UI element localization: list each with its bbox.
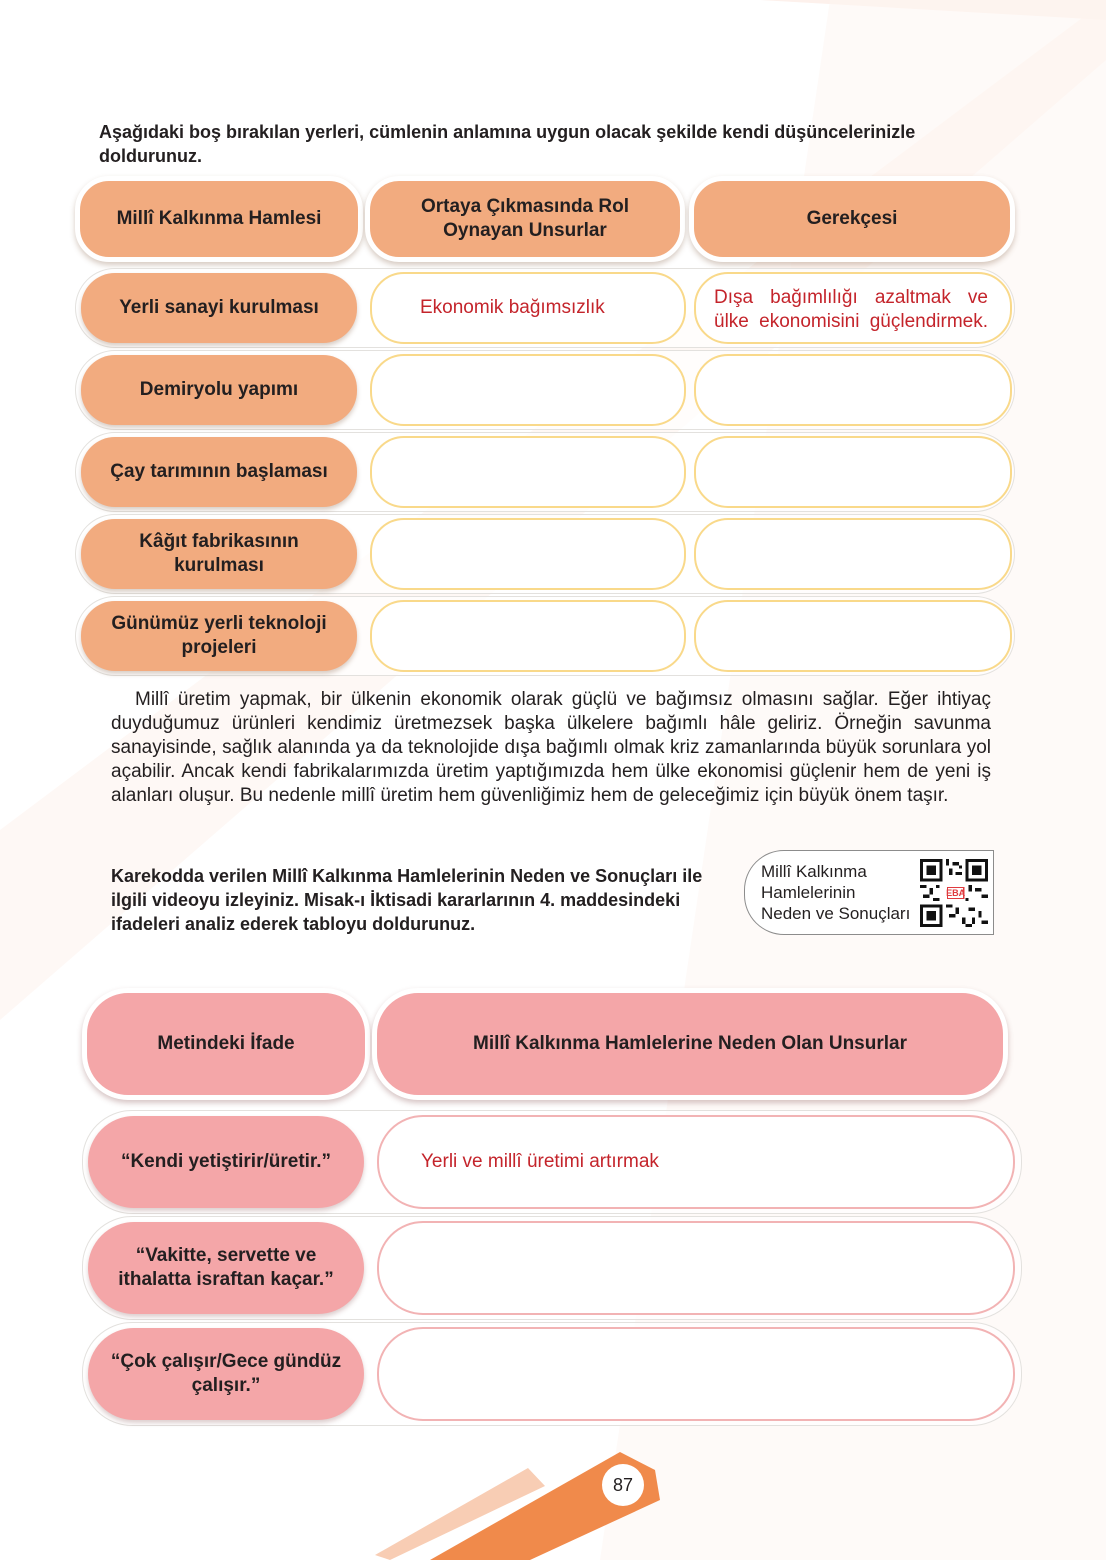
table2-header-unsurlar	[372, 988, 1008, 1100]
row-label-pill	[81, 601, 357, 671]
header-label: Gerekçesi	[806, 208, 898, 229]
reason-cell[interactable]	[694, 600, 1012, 672]
row-label-pill	[81, 355, 357, 425]
reason-cell[interactable]	[694, 354, 1012, 426]
row-label: Kâğıt fabrikasının kurulması	[139, 531, 299, 576]
table1-row	[75, 596, 1015, 676]
row-label-pill	[81, 519, 357, 589]
row-label-pill	[81, 437, 357, 507]
qr-card-text	[761, 861, 926, 924]
qr-card-line: Neden ve Sonuçları	[761, 904, 911, 923]
table1-header-row	[75, 176, 1015, 264]
reason-cell[interactable]	[694, 518, 1012, 590]
qr-card-line: Millî Kalkınma	[761, 862, 867, 881]
qr-card-line: Hamlelerinin	[761, 883, 856, 902]
table2-row	[82, 1322, 1022, 1426]
answer-cell[interactable]	[377, 1115, 1015, 1209]
role-cell[interactable]	[370, 272, 686, 344]
row-label: “Çok çalışır/Gece gündüz çalışır.”	[110, 1351, 342, 1396]
header-label: Millî Kalkınma Hamlesi	[116, 208, 322, 229]
row-label: “Vakitte, servette ve ithalatta israftan kaçar.”	[118, 1245, 334, 1290]
table1-row	[75, 350, 1015, 430]
table2-row	[82, 1216, 1022, 1320]
row-label: Yerli sanayi kurulması	[119, 297, 319, 318]
header-label: Ortaya Çıkmasında Rol Oynayan Unsurlar	[420, 196, 630, 241]
table1-row	[75, 432, 1015, 512]
table1-row	[75, 268, 1015, 348]
role-cell[interactable]	[370, 600, 686, 672]
row-label-pill	[88, 1116, 364, 1208]
reason-cell[interactable]	[694, 272, 1012, 344]
qr-card[interactable]	[744, 850, 994, 935]
row-label: Demiryolu yapımı	[139, 379, 299, 400]
answer-cell[interactable]	[377, 1221, 1015, 1315]
row-label: Günümüz yerli teknoloji projeleri	[111, 613, 327, 658]
instruction-text: Aşağıdaki boş bırakılan yerleri, cümlenin anlamına uygun olacak şekilde kendi düşüncelerinizle doldurunuz.	[99, 122, 916, 166]
reason-answer: Dışa bağımlılığı azaltmak ve ülke ekonomisini güçlendirmek.	[714, 287, 988, 332]
role-cell[interactable]	[370, 354, 686, 426]
reason-cell[interactable]	[694, 436, 1012, 508]
page-number: 87	[602, 1464, 644, 1506]
table2-header-ifade	[82, 988, 370, 1100]
table2-row	[82, 1110, 1022, 1214]
row-label: “Kendi yetiştirir/üretir.”	[120, 1151, 332, 1172]
body-paragraph: Millî üretim yapmak, bir ülkenin ekonomik olarak güçlü ve bağımsız olmasını sağlar. Eğer ihtiyaç duyduğumuz ürünleri kendimiz üretmezsek başka ülkelere bağımlı hâle geliriz. Örneğin savunma sanayisinde, sağlık alanında ya da teknolojide dışa bağımlı olmak kriz zamanlarında büyük sorunlara yol açabilir. Ancak kendi fabrikalarımızda üretim yaptığımızda hem ülke ekonomisi güçlenir hem de yeni iş alanları oluşur. Bu nedenle millî üretim hem güvenliğimiz hem de geleceğimiz için büyük önem taşır.	[111, 689, 991, 806]
answer-text: Yerli ve millî üretimi artırmak	[421, 1151, 659, 1172]
row-label-pill	[81, 273, 357, 343]
eba-logo-text: EBA	[946, 888, 966, 899]
header-label: Metindeki İfade	[157, 1033, 295, 1054]
table1-header-hamle	[75, 176, 363, 262]
table1-header-gerekce	[689, 176, 1015, 262]
role-answer: Ekonomik bağımsızlık	[420, 297, 605, 318]
answer-cell[interactable]	[377, 1327, 1015, 1421]
header-label: Millî Kalkınma Hamlelerine Neden Olan Unsurlar	[473, 1033, 907, 1054]
role-cell[interactable]	[370, 436, 686, 508]
qr-code-icon[interactable]	[920, 859, 988, 927]
row-label-pill	[88, 1328, 364, 1420]
row-label: Çay tarımının başlaması	[110, 461, 328, 482]
table1-row	[75, 514, 1015, 594]
qr-instruction: Karekodda verilen Millî Kalkınma Hamlelerinin Neden ve Sonuçları ile ilgili videoyu izleyiniz. Misak-ı İktisadi kararlarının 4. maddesindeki ifadeleri analiz ederek tabloyu doldurunuz.	[111, 866, 703, 934]
table1-header-unsurlar	[365, 176, 685, 262]
role-cell[interactable]	[370, 518, 686, 590]
row-label-pill	[88, 1222, 364, 1314]
table2-header-row	[82, 988, 1022, 1102]
